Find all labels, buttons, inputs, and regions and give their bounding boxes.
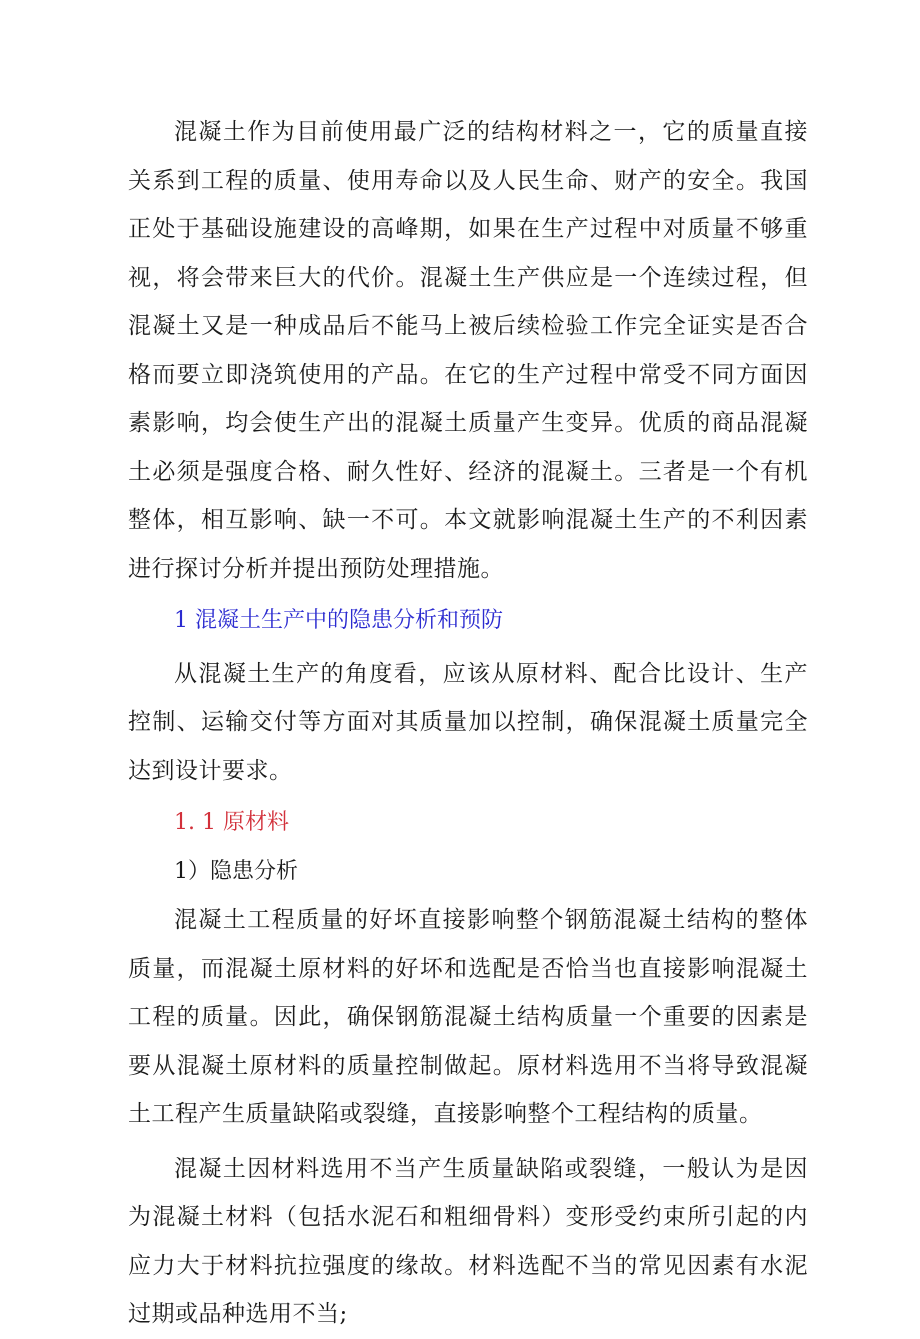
item-heading: 1）隐患分析: [174, 858, 298, 884]
subsection-heading: 1. 1 原材料: [174, 810, 289, 835]
materials-paragraph-2: 混凝土因材料选用不当产生质量缺陷或裂缝，一般认为是因为混凝土材料（包括水泥石和粗细骨料）变形受约束所引起的内应力大于材料抗拉强度的缘故。材料选配不当的常见因素有水泥过期或品种选用不当;: [128, 1155, 808, 1327]
intro-paragraph: 混凝土作为目前使用最广泛的结构材料之一，它的质量直接关系到工程的质量、使用寿命以及人民生命、财产的安全。我国正处于基础设施建设的高峰期，如果在生产过程中对质量不够重视，将会带来巨大的代价。混凝土生产供应是一个连续过程，但混凝土又是一种成品后不能马上被后续检验工作完全证实是否合格而要立即浇筑使用的产品。在它的生产过程中常受不同方面因素影响，均会使生产出的混凝土质量产生变异。优质的商品混凝土必须是强度合格、耐久性好、经济的混凝土。三者是一个有机整体，相互影响、缺一不可。本文就影响混凝土生产的不利因素进行探讨分析并提出预防处理措施。: [128, 119, 808, 582]
section-intro-paragraph: 从混凝土生产的角度看，应该从原材料、配合比设计、生产控制、运输交付等方面对其质量加以控制，确保混凝土质量完全达到设计要求。: [128, 660, 808, 784]
document-page: [128, 108, 808, 1339]
section-heading: 1 混凝土生产中的隐患分析和预防: [174, 608, 503, 633]
materials-paragraph-1: 混凝土工程质量的好坏直接影响整个钢筋混凝土结构的整体质量，而混凝土原材料的好坏和选配是否恰当也直接影响混凝土工程的质量。因此，确保钢筋混凝土结构质量一个重要的因素是要从混凝土原材料的质量控制做起。原材料选用不当将导致混凝土工程产生质量缺陷或裂缝，直接影响整个工程结构的质量。: [128, 907, 808, 1127]
